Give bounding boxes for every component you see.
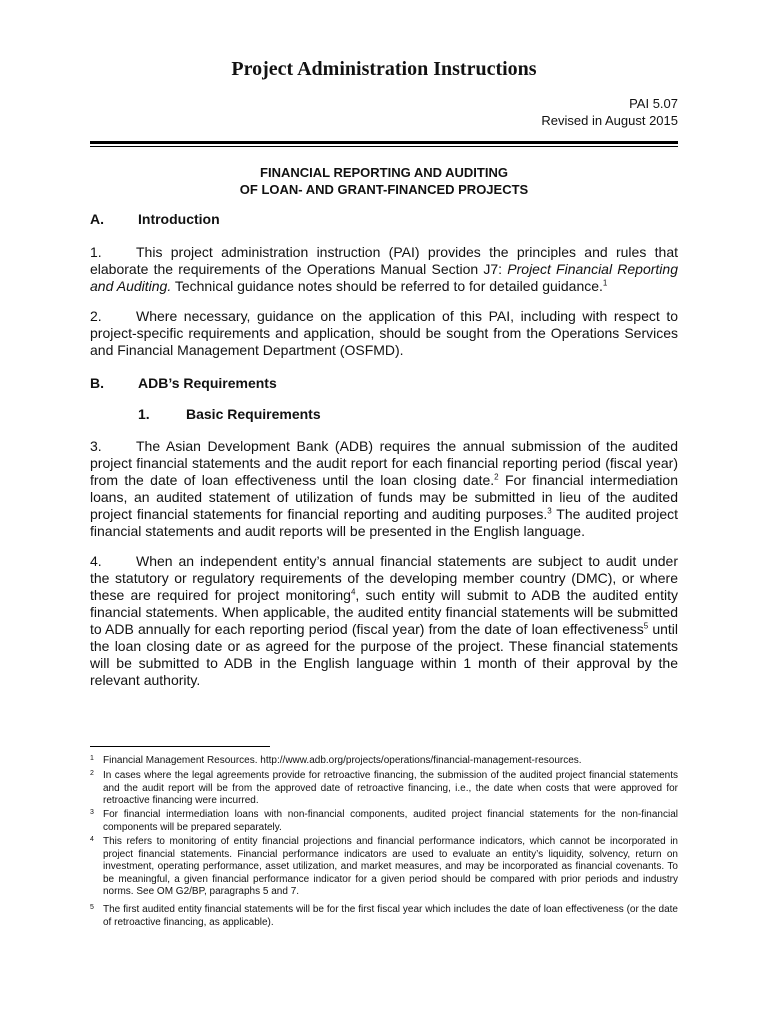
- subsection-b1-heading: [138, 406, 321, 422]
- paragraph-number: 2.: [90, 308, 102, 324]
- footnote-ref[interactable]: 2: [494, 472, 499, 482]
- paragraph-text: until the loan closing date or as agreed for the purpose of the project. These financial statements will be submitted to ADB in the English language within 1 month of their approval by the relevant authority.: [90, 621, 678, 688]
- paragraph-1: [90, 244, 678, 295]
- paragraph-text: Technical guidance notes should be referred to for detailed guidance.: [171, 278, 603, 294]
- header-divider-thin: [90, 146, 678, 147]
- section-heading-line1: FINANCIAL REPORTING AND AUDITING: [260, 165, 508, 180]
- paragraph-text: This project administration instruction (PAI) provides the principles and rules that elaborate the requirements of the Operations Manual Section J7:: [90, 244, 678, 277]
- paragraph-number: 3.: [90, 438, 102, 454]
- footnote-mark: 5: [90, 904, 94, 911]
- footnote-mark: 2: [90, 770, 94, 777]
- section-a-heading: [90, 211, 220, 227]
- footnote-ref[interactable]: 3: [547, 506, 552, 516]
- paragraph-4: [90, 553, 678, 689]
- paragraph-text: The audited project financial statements and audit reports will be presented in the English language.: [90, 506, 678, 539]
- pai-number: PAI 5.07: [629, 96, 678, 111]
- paragraph-text: The Asian Development Bank (ADB) requires the annual submission of the audited project financial statements and the audit report for each financial reporting period (fiscal year) from the date of loan effectiveness until the loan closing date.: [90, 438, 678, 488]
- footnote-2: [90, 770, 678, 808]
- subsection-b1-title: Basic Requirements: [186, 406, 321, 422]
- footnote-text: The first audited entity financial statements will be for the first fiscal year which includes the date of loan effectiveness (or the date of retroactive financing, as applicable).: [103, 904, 678, 928]
- footnote-1: [90, 755, 678, 768]
- paragraph-number: 4.: [90, 553, 102, 569]
- section-heading-line2: OF LOAN- AND GRANT-FINANCED PROJECTS: [239, 182, 529, 197]
- footnote-3: [90, 809, 678, 834]
- paragraph-2: [90, 308, 678, 359]
- paragraph-text: When an independent entity’s annual financial statements are subject to audit under the statutory or regulatory requirements of the developing member country (DMC), or where these are required for project monitoring: [90, 553, 678, 603]
- section-b-title: ADB’s Requirements: [138, 375, 277, 391]
- paragraph-italic-text: Project Financial Reporting and Auditing.: [90, 261, 678, 294]
- footnote-4: [90, 836, 678, 899]
- section-b-number: B.: [90, 375, 104, 391]
- subsection-b1-number: 1.: [138, 406, 150, 422]
- paragraph-text: Where necessary, guidance on the application of this PAI, including with respect to project-specific requirements and application, should be sought from the Operations Services and Financial Management Department (OSFMD).: [90, 308, 678, 358]
- section-b-heading: [90, 375, 277, 391]
- footnote-mark: 1: [90, 755, 94, 762]
- footnote-text: This refers to monitoring of entity financial projections and financial performance indicators, which cannot be incorporated in project financial statements. Financial performance indicators are used to evaluate an entity’s liquidity, solvency, return on investment, operating performance, asset utilization, and market measures, and may be incorporated as financial covenants. To be meaningful, a given financial performance indicator for a given period should be compared with prior periods and industry norms. See OM G2/BP, paragraphs 5 and 7.: [103, 836, 678, 897]
- paragraph-3: [90, 438, 678, 540]
- footnote-divider: [90, 746, 270, 747]
- footnote-text: In cases where the legal agreements provide for retroactive financing, the submission of the audited project financial statements and the audit report will be from the approved date of retroactive financing, i.e., the date when costs that were approved for retroactive financing were incurred.: [103, 770, 678, 806]
- document-title: Project Administration Instructions: [231, 58, 537, 80]
- footnote-text: For financial intermediation loans with non-financial components, audited project financial statements for the non-financial components will be prepared separately.: [103, 809, 678, 833]
- footnote-mark: 3: [90, 809, 94, 816]
- section-a-number: A.: [90, 211, 104, 227]
- revision-date: Revised in August 2015: [541, 113, 678, 128]
- footnote-text: Financial Management Resources. http://www.adb.org/projects/operations/financial-management-resources.: [103, 755, 582, 766]
- paragraph-text: For financial intermediation loans, an audited statement of utilization of funds may be submitted in lieu of the audited project financial statements for financial reporting and auditing purposes.: [90, 472, 678, 522]
- footnote-mark: 4: [90, 836, 94, 843]
- footnote-5: [90, 904, 678, 929]
- header-divider-thick: [90, 141, 678, 144]
- footnote-ref[interactable]: 1: [602, 278, 608, 288]
- section-a-title: Introduction: [138, 211, 220, 227]
- paragraph-text: , such entity will submit to ADB the audited entity financial statements. When applicable, the audited entity financial statements will be submitted to ADB annually for each reporting period (fiscal year) from the date of loan effectiveness: [90, 587, 678, 637]
- paragraph-number: 1.: [90, 244, 102, 260]
- footnote-ref[interactable]: 5: [643, 621, 649, 631]
- footnote-ref[interactable]: 4: [350, 587, 356, 597]
